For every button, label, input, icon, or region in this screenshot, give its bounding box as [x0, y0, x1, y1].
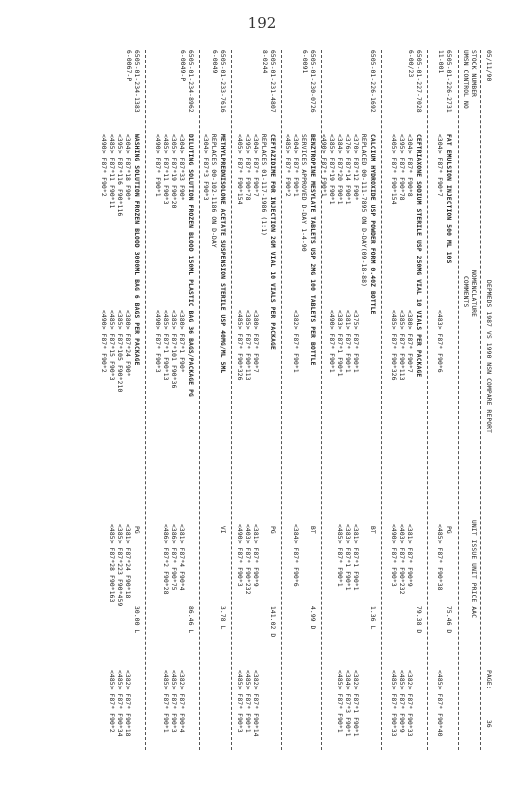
unit-price: 30.00 L	[133, 606, 140, 634]
col-nomenclature: NOMENCLATURE	[470, 270, 477, 318]
stock-number: 6505-01-226-2731 11-001	[437, 50, 452, 113]
stock-number: 6505-01-230-0726 6-0091	[301, 50, 316, 113]
codes-col-4: <382> F87* F90*14 <485> F87* F90*1 <485> F87* F90*3	[236, 670, 259, 737]
unit-price: 75.46 D	[445, 606, 452, 634]
divider	[281, 50, 282, 750]
report-title: DEPMEDS 1987 VS 1990 NSN COMPARE REPORT	[485, 280, 492, 434]
codes-col-3: <381> F87*4 F90*4 <386> F87* F90*75 <486> F87*2 F90*28	[162, 524, 185, 595]
col-stock-number: STOCK NUMBER	[470, 50, 477, 98]
stock-number: 6505-01-234-1383 6-0067-P	[125, 50, 140, 113]
report-sheet	[52, 50, 492, 750]
stock-number: 6505-01-233-7616 6-0049	[211, 50, 226, 113]
codes-col-3: <485> F87* F90*38	[436, 524, 443, 591]
entry-comments: REPLACES 01-117-1986 (1:1) <304> F87* F90*7 <395> F87* F90*78 <405> F87* F90*154	[236, 134, 267, 237]
unit-price: 86.46 L	[187, 606, 194, 634]
divider	[458, 50, 459, 750]
entry-nomenclature: BENZTROPINE MESYLATE TABLETS USP 2MG 100 TABLETS PER BOTTLE	[309, 134, 316, 366]
unit-issue: VI	[219, 526, 226, 534]
divider	[145, 50, 146, 750]
codes-col-2: <382> F87* F90*1	[292, 310, 299, 373]
divider	[321, 50, 322, 750]
codes-col-3: <381> F87*1 F90*1 <383> F87*1 F90*1 <485> F87* F90*1	[336, 524, 359, 591]
divider	[427, 50, 428, 750]
stock-number: 6505-01-227-7028 6-00/23	[407, 50, 422, 113]
report-page-value: 36	[485, 720, 492, 728]
codes-col-2: <483> F87* F90*6	[436, 310, 443, 373]
page-number: 192	[247, 14, 277, 32]
entry-nomenclature: CALCIUM HYDROXIDE USP POWDER FORM 0.40Z BOTTLE	[369, 134, 376, 315]
report-page-label: PAGE:	[485, 670, 492, 690]
divider	[381, 50, 382, 750]
codes-col-2: <380> F87* F90*7 <385> F87* F90*113 <485> F87* F90*326	[390, 310, 413, 381]
col-comments: COMMENTS	[462, 276, 469, 308]
unit-issue: BT	[369, 526, 376, 534]
codes-col-3: <381> F87* F90*9 <403> F87* F90*232 <490> F87* F90*3	[390, 524, 413, 595]
entry-comments: SERVICES APPROVED D-DAY 1-4-90 <304> F87* F90*1 <485> F87* F90*2	[284, 134, 307, 252]
unit-issue: PG	[269, 526, 276, 534]
unit-issue: BT	[309, 526, 316, 534]
divider	[480, 50, 481, 750]
entry-comments: <304> F87*33 F90* <305> F87*19 F90*20 <485> F87*11 F90*3 <490> F87* F90*1	[154, 134, 185, 209]
unit-price: 1.36 L	[369, 606, 376, 630]
entry-comments: REPLACED 00-111-7895 ON D-DAY(09-18-88) <370> F87*12 F90* <376> F87*14 F90*1 <384> F87*20 F90*1 <385> F87*19 F90*1 <490> F87* F90*1	[320, 134, 367, 288]
codes-col-4: <382> F87* F90*33 <485> F87* F90*9 <485> F87* F90*33	[390, 670, 413, 737]
column-header-line-2	[459, 50, 469, 750]
stock-number: 6505-01-226-1692	[369, 50, 376, 113]
divider	[199, 50, 200, 750]
entry-nomenclature: FAT EMULSION INJECTION 500 ML 10S	[445, 134, 452, 264]
rotated-printout	[52, 50, 492, 750]
col-unit-price: UNIT ISSUE UNIT PRICE AAC	[470, 520, 477, 619]
codes-col-4: <382> F87*1 F90*1 <384> F87*3 F90*1 <485> F87* F90*1	[336, 670, 359, 737]
codes-col-4: <485> F87* F90*40	[436, 670, 443, 737]
codes-col-4: <382> F87* F90*18 <485> F87* F90*34 <485> F87* F90*2	[108, 670, 131, 737]
entry-nomenclature: CEFTAZIDIME FOR INJECTION 2GM VIAL 10 VIALS PER PACKAGE	[269, 134, 276, 350]
unit-price: 4.99 D	[309, 606, 316, 630]
col-umsn: UMSN CONTROL NO	[462, 50, 469, 109]
codes-col-2: <380> F87* F90*7 <385> F87* F90*113 <485> F87* F90*326	[236, 310, 259, 381]
entry-nomenclature: WASHING SOLUTION FROZEN BLOOD 3000ML BAG 6 BAGS PER PACKAGE	[133, 134, 140, 366]
stock-number: 6505-01-234-8962 6-0049-P	[179, 50, 194, 113]
entry-nomenclature: CEFTRIAXONE SODIUM STERILE USP 250MG VIAL 10 VIALS PER PACKAGE	[415, 134, 422, 378]
codes-col-4: <382> F87* F90*4 <485> F87* F90*3 <485> F87* F90*1	[162, 670, 185, 733]
codes-col-1: <304> F87* F90*7	[436, 134, 443, 197]
unit-issue: PG	[445, 526, 452, 534]
codes-col-2: <375> F87* F90*1 <381> F87* F90*1 <383> F87*1 F90*1 <490> F87* F90*1	[328, 310, 359, 377]
unit-issue: PG	[133, 526, 140, 534]
unit-price: 3.78 L	[219, 606, 226, 630]
report-date: 05/11/90	[485, 50, 492, 82]
codes-col-3: <381> F87*24 F90*18 <385> F87*223 F90*459 <485> F87*28 F90*163	[108, 524, 131, 607]
codes-col-3: <381> F87* F90*9 <403> F87* F90*232 <490> F87* F90*3	[236, 524, 259, 595]
unit-price: 79.38 D	[415, 606, 422, 634]
entry-nomenclature: DILUTING SOLUTION FROZEN BLOOD 150ML PLASTIC BAG 36 BAGS/PACKAGE PG	[187, 134, 194, 397]
entry-comments: <304> F87*18 F90* <395> F87*116 F90*116 <485> F87*11 F90*11 <490> F87* F90*2	[100, 134, 131, 217]
stock-number: 6505-01-231-4807 8-0244	[261, 50, 276, 113]
codes-col-3: <384> F87* F90*6	[292, 524, 299, 587]
codes-col-2: <380> F87*1 F90* <385> F87*101 F90*36 <485> F87*1 F90*13 <490> F87* F90*3	[154, 310, 185, 389]
entry-comments: REPLACES 00-102-1186 ON D-DAY <304> F87*3 F90*3	[202, 134, 217, 248]
entry-nomenclature: METHYLPREDNISOLONE ACETATE SUSPENSION STERILE USP 40MG/ML 5ML	[219, 134, 226, 374]
unit-price: 141.02 D	[269, 606, 276, 638]
codes-col-2: <380> F87*24 F90* <385> F87*105 F90*210 <485> F87*15 F90*3 <490> F87* F90*2	[100, 310, 131, 393]
codes-col-1: <304> F87* F90*8 <395> F87* F90*78 <405> F87* F90*154	[390, 134, 413, 205]
report-header-line	[482, 50, 492, 750]
divider	[231, 50, 232, 750]
